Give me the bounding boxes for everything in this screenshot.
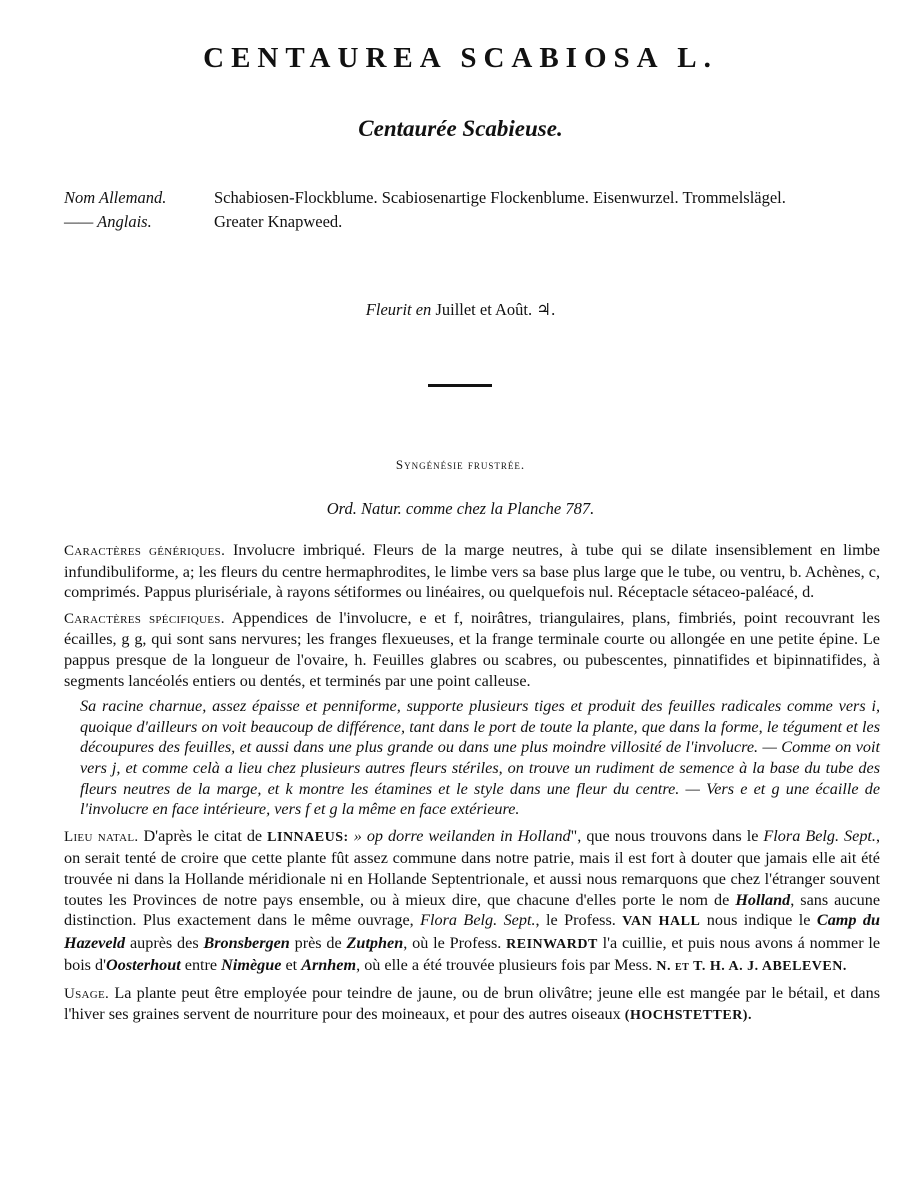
text-run: D'après le citat de [143, 826, 263, 845]
place-name: Bronsbergen [203, 933, 290, 952]
page-subtitle: Centaurée Scabieuse. [358, 116, 563, 141]
quotation: » op dorre weilanden in Holland [353, 826, 571, 845]
text-run: ", que nous trouvons dans le [570, 826, 759, 845]
place-name: Camp du Hazeveld [64, 911, 881, 952]
specific-characters [64, 608, 880, 691]
author-name: LINNAEUS: [267, 829, 349, 845]
flowering-period [0, 300, 921, 320]
collector-names: N. et T. H. A. J. ABELEVEN. [656, 959, 847, 975]
name-label: —— Anglais. [64, 212, 152, 231]
name-value: Greater Knapweed. [214, 212, 343, 231]
section-text: Appendices de l'involucre, e et f, noirâtres, triangulaires, plans, fimbriés, point recouvrant les écailles, g g, qui sont sans nervures; les franges flexueuses, et la frange terminale courte ou allongée en une petite épine. Le pappus presque de la longueur de l'ovaire, h. Feuilles glabres ou scabres, ou pubescentes, pinnatifides et bipinnatifides, à segments lancéolés entiers ou dentés, et terminés par une point calleuse. [64, 608, 880, 690]
text-run: , le Profess. [535, 911, 616, 930]
plate-description: Sa racine charnue, assez épaisse et penniforme, supporte plusieurs tiges et produit des feuilles radicales comme vers i, quoique d'ailleurs on voit beaucoup de différence, tant dans le port de toute la plante, que dans la forme, le tégument et les découpures des feuilles, et aussi dans une plus grande ou dans une plus moindre villosité de l'involucre. — Comme on voit vers j, et comme celà a lieu chez plusieurs autres fleurs stériles, on trouve un rudiment de semence à la base du tube des fleurs neutres de la marge, et k montre les étamines et le style dans une fleur du centre. — Vers e et g une écaille de l'involucre en face intérieure, vers f et g la même en face extérieure. [80, 697, 880, 819]
text-run: près de [294, 933, 342, 952]
divider-rule [428, 384, 492, 387]
work-title: Flora Belg. Sept. [420, 911, 536, 930]
text-run: , sans aucune distinction. Plus exactement dans le même ouvrage, [64, 890, 880, 930]
classification: Syngénésie frustrée. [395, 457, 526, 472]
source-citation: (HOCHSTETTER). [624, 1008, 752, 1024]
text-run: entre [184, 956, 218, 975]
section-heading: Caractères spécifiques. [64, 610, 225, 627]
description-body [64, 540, 880, 1032]
place-name: Holland [735, 890, 791, 909]
section-heading: Lieu natal. [64, 828, 139, 845]
common-names [64, 186, 886, 234]
place-name: Zutphen [346, 933, 404, 952]
name-row-english [64, 210, 886, 234]
habitat-section [64, 826, 880, 978]
generic-characters [64, 540, 880, 603]
section-text: Involucre imbriqué. Fleurs de la marge neutres, à tube qui se dilate insensiblement en limbe infundibuliforme, a; les fleurs du centre hermaphrodites, le limbe vers sa base plus large que le tube, ou ventru, b. Achènes, c, comprimés. Pappus plurisériale, à rayons sétiformes ou linéaires, ou quelquefois nul. Réceptacle sétaceo-paléacé, d. [64, 541, 880, 602]
text-run: l'a cuillie, et puis nous avons á nommer le bois d' [64, 933, 881, 975]
place-name: Nimègue [221, 956, 282, 975]
place-name: Arnhem [301, 956, 357, 975]
place-name: Oosterhout [106, 956, 181, 975]
flowering-prefix: Fleurit en [365, 300, 432, 319]
text-run: , on serait tenté de croire que cette plante fût assez commune dans notre patrie, mais il est fort à douter que jamais elle ait été trouvée ni dans la Hollande méridionale ni en Hollande Septentrionale, et aussi nous remarquons que chez l'étranger souvent toutes les Provinces de notre pays ensemble, ou à mieux dire, que chacune d'elles porte le nom de [64, 826, 881, 909]
natural-order: Ord. Natur. comme chez la Planche 787. [326, 499, 595, 518]
name-row-german [64, 186, 886, 210]
section-text: La plante peut être employée pour teindre de jaune, ou de brun olivâtre; jeune elle est mangée par le bétail, et dans l'hiver ses graines servent de nourriture pour des moineaux, et pour des autres oiseaux [64, 983, 881, 1024]
text-run: et [285, 956, 298, 975]
usage-section [64, 983, 880, 1027]
section-heading: Caractères génériques. [64, 543, 226, 559]
text-run: auprès des [129, 933, 199, 952]
work-title: Flora Belg. Sept. [763, 826, 876, 845]
text-run: , où le Profess. [403, 933, 502, 952]
name-value: Schabiosen-Flockblume. Scabiosenartige Flockenblume. Eisenwurzel. Trommelslägel. [214, 188, 786, 207]
flowering-text: Juillet et Août. [435, 300, 533, 319]
author-name: REINWARDT [506, 936, 598, 952]
section-heading: Usage. [64, 985, 110, 1002]
page-title: CENTAUREA SCABIOSA L. [203, 42, 718, 74]
author-name: VAN HALL [622, 914, 701, 930]
text-run: , où elle a été trouvée plusieurs fois par Mess. [356, 956, 653, 975]
text-run: nous indique le [706, 911, 811, 930]
perennial-symbol: ♃. [536, 300, 556, 319]
name-label: Nom Allemand. [64, 188, 167, 207]
